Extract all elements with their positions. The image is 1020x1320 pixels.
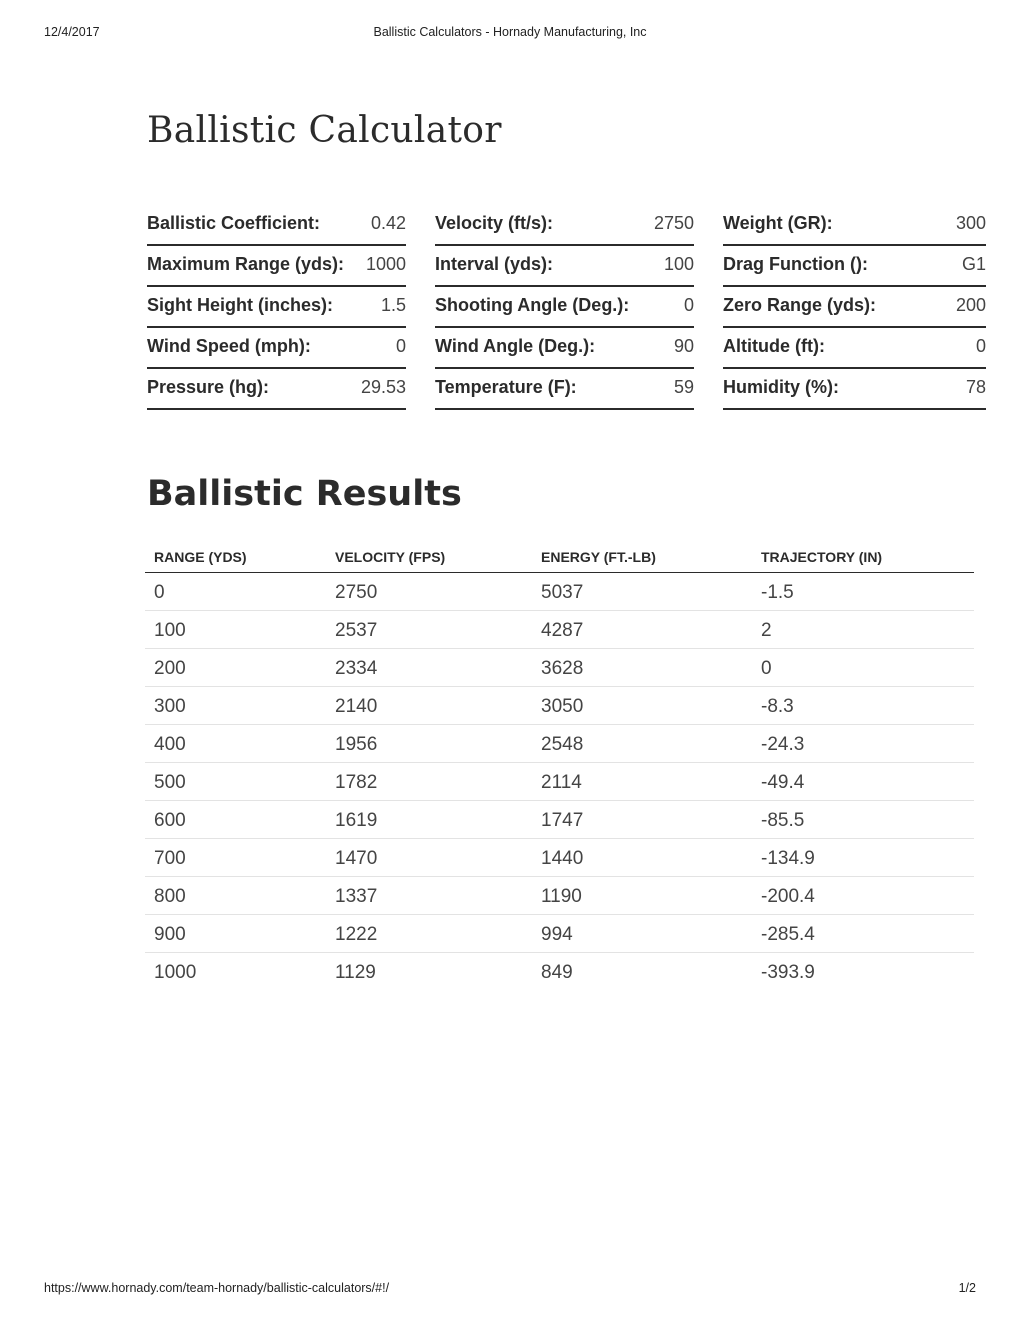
field-temperature[interactable] [435, 369, 694, 410]
field-humidity[interactable] [723, 369, 986, 410]
cell-energy: 1440 [541, 848, 584, 869]
field-label: Interval (yds): [435, 254, 554, 274]
table-row [145, 953, 974, 991]
field-altitude[interactable] [723, 328, 986, 369]
print-date: 12/4/2017 [44, 25, 100, 39]
field-value[interactable]: 2750 [653, 213, 694, 233]
cell-energy: 849 [541, 962, 573, 983]
field-label: Shooting Angle (Deg.): [435, 295, 630, 315]
cell-energy: 994 [541, 924, 573, 945]
field-wind-angle[interactable] [435, 328, 694, 369]
cell-range: 1000 [154, 962, 197, 983]
field-label: Temperature (F): [435, 377, 577, 397]
table-row [145, 611, 974, 649]
cell-trajectory: -85.5 [761, 810, 805, 831]
cell-trajectory: -200.4 [761, 886, 815, 907]
field-value[interactable]: 0 [975, 336, 986, 356]
cell-energy: 3628 [541, 658, 584, 679]
header-range: RANGE (YDS) [154, 549, 247, 565]
field-value[interactable]: G1 [961, 254, 986, 274]
field-value[interactable]: 78 [965, 377, 986, 397]
table-header-row [145, 538, 974, 573]
table-row [145, 801, 974, 839]
field-value[interactable]: 29.53 [360, 377, 406, 397]
cell-energy: 1747 [541, 810, 584, 831]
cell-trajectory: -285.4 [761, 924, 815, 945]
cell-trajectory: -393.9 [761, 962, 815, 983]
field-label: Wind Angle (Deg.): [435, 336, 596, 356]
cell-trajectory: -49.4 [761, 772, 805, 793]
table-row [145, 725, 974, 763]
field-drag-function[interactable] [723, 246, 986, 287]
cell-velocity: 1782 [335, 772, 378, 793]
page-title: Ballistic Calculator [147, 110, 502, 151]
table-row [145, 915, 974, 953]
cell-energy: 1190 [541, 886, 582, 907]
field-zero-range[interactable] [723, 287, 986, 328]
cell-trajectory: 0 [761, 658, 772, 679]
cell-velocity: 1129 [335, 962, 376, 983]
table-row [145, 877, 974, 915]
cell-velocity: 1956 [335, 734, 378, 755]
field-label: Drag Function (): [723, 254, 868, 274]
field-value[interactable]: 100 [663, 254, 694, 274]
field-label: Maximum Range (yds): [147, 254, 345, 274]
field-shooting-angle[interactable] [435, 287, 694, 328]
cell-energy: 2114 [541, 772, 582, 793]
cell-range: 200 [154, 658, 186, 679]
cell-velocity: 2140 [335, 696, 378, 717]
field-interval[interactable] [435, 246, 694, 287]
cell-range: 600 [154, 810, 186, 831]
header-velocity: VELOCITY (FPS) [335, 549, 446, 565]
header-trajectory: TRAJECTORY (IN) [761, 549, 883, 565]
cell-velocity: 2750 [335, 582, 378, 603]
cell-velocity: 2537 [335, 620, 378, 641]
field-label: Sight Height (inches): [147, 295, 333, 315]
cell-energy: 2548 [541, 734, 584, 755]
cell-range: 100 [154, 620, 186, 641]
cell-range: 900 [154, 924, 186, 945]
field-label: Ballistic Coefficient: [147, 213, 321, 233]
cell-range: 400 [154, 734, 186, 755]
cell-velocity: 1222 [335, 924, 378, 945]
field-value[interactable]: 59 [673, 377, 694, 397]
cell-range: 700 [154, 848, 186, 869]
cell-energy: 4287 [541, 620, 584, 641]
cell-range: 300 [154, 696, 186, 717]
print-url: https://www.hornady.com/team-hornady/ballistic-calculators/#!/ [44, 1281, 390, 1295]
field-value[interactable]: 300 [955, 213, 986, 233]
cell-range: 0 [154, 582, 165, 603]
field-maximum-range[interactable] [147, 246, 406, 287]
print-footer [44, 1281, 976, 1297]
table-row [145, 763, 974, 801]
field-label: Altitude (ft): [723, 336, 825, 356]
cell-energy: 5037 [541, 582, 584, 603]
field-label: Pressure (hg): [147, 377, 270, 397]
field-value[interactable]: 90 [673, 336, 694, 356]
cell-range: 500 [154, 772, 186, 793]
field-value[interactable]: 0 [683, 295, 694, 315]
cell-velocity: 2334 [335, 658, 378, 679]
cell-trajectory: -24.3 [761, 734, 805, 755]
table-row [145, 573, 974, 611]
cell-velocity: 1619 [335, 810, 378, 831]
table-body [145, 573, 974, 991]
field-weight[interactable] [723, 205, 986, 246]
cell-range: 800 [154, 886, 186, 907]
field-value[interactable]: 200 [955, 295, 986, 315]
page-number: 1/2 [958, 1281, 976, 1295]
calculator-inputs [147, 205, 986, 415]
field-value[interactable]: 0 [395, 336, 406, 356]
table-row [145, 839, 974, 877]
field-value[interactable]: 0.42 [370, 213, 406, 233]
results-table [145, 538, 974, 991]
table-row [145, 649, 974, 687]
field-ballistic-coefficient[interactable] [147, 205, 406, 246]
field-label: Weight (GR): [723, 213, 833, 233]
print-header [44, 25, 976, 41]
cell-trajectory: -134.9 [761, 848, 815, 869]
field-value[interactable]: 1000 [365, 254, 406, 274]
field-label: Humidity (%): [723, 377, 839, 397]
field-label: Velocity (ft/s): [435, 213, 554, 233]
cell-trajectory: -8.3 [761, 696, 794, 717]
cell-velocity: 1470 [335, 848, 378, 869]
cell-energy: 3050 [541, 696, 584, 717]
field-label: Wind Speed (mph): [147, 336, 311, 356]
cell-trajectory: 2 [761, 620, 772, 641]
field-wind-speed[interactable] [147, 328, 406, 369]
field-velocity[interactable] [435, 205, 694, 246]
field-value[interactable]: 1.5 [380, 295, 406, 315]
cell-trajectory: -1.5 [761, 582, 794, 603]
table-row [145, 687, 974, 725]
cell-velocity: 1337 [335, 886, 378, 907]
header-energy: ENERGY (FT.-LB) [541, 549, 656, 565]
field-sight-height[interactable] [147, 287, 406, 328]
field-pressure[interactable] [147, 369, 406, 410]
field-label: Zero Range (yds): [723, 295, 877, 315]
print-document-title: Ballistic Calculators - Hornady Manufacturing, Inc [373, 25, 647, 39]
results-title: Ballistic Results [147, 474, 462, 514]
